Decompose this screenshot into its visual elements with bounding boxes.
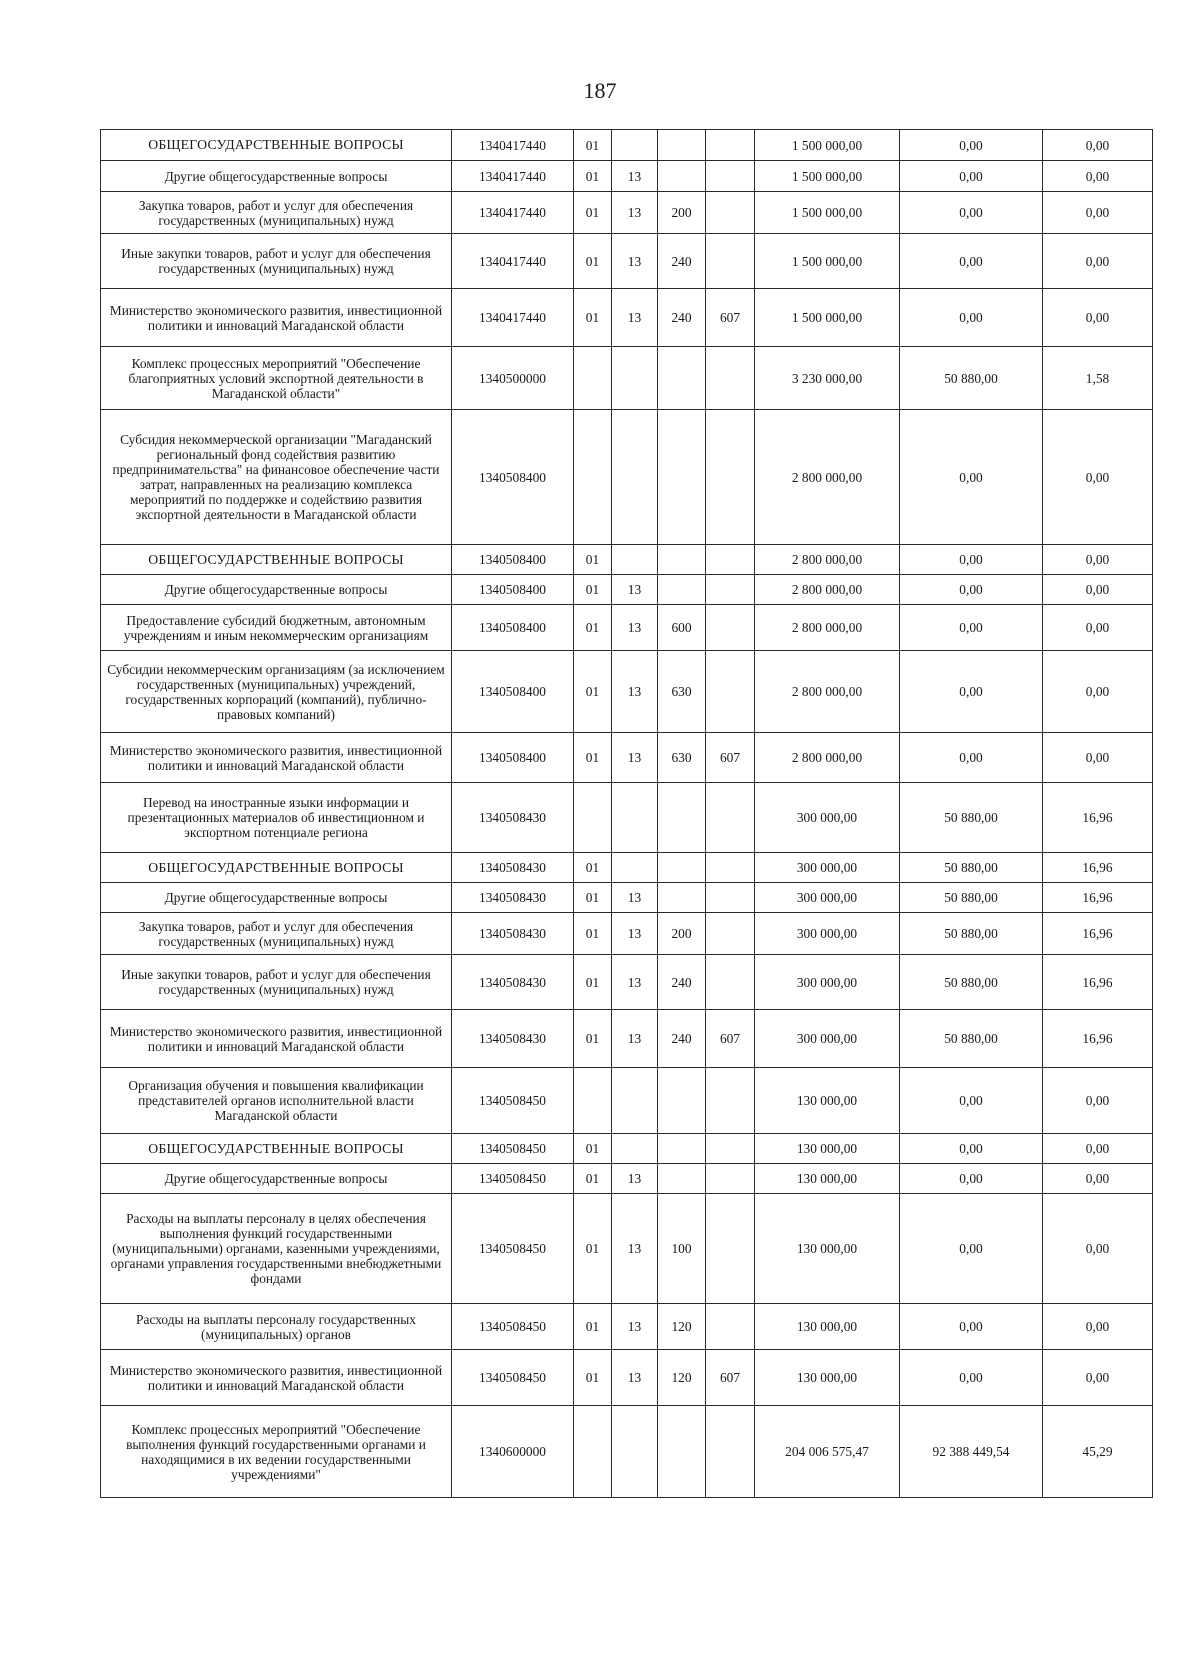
row-expense-type: 240 [658,234,706,289]
row-department [706,410,755,545]
row-percent: 16,96 [1043,913,1153,955]
row-subsection: 13 [612,1304,658,1350]
row-code: 1340417440 [452,289,574,347]
row-expense-type: 120 [658,1304,706,1350]
row-planned-amount: 300 000,00 [755,955,900,1010]
row-expense-type: 240 [658,955,706,1010]
row-code: 1340508400 [452,545,574,575]
table-row [101,853,1153,883]
row-section: 01 [574,130,612,161]
row-percent: 0,00 [1043,289,1153,347]
table-row [101,130,1153,161]
row-expense-type [658,347,706,410]
row-code: 1340508450 [452,1304,574,1350]
row-actual-amount: 0,00 [900,1164,1043,1194]
row-name: ОБЩЕГОСУДАРСТВЕННЫЕ ВОПРОСЫ [101,1134,452,1164]
table-row [101,347,1153,410]
row-percent: 16,96 [1043,853,1153,883]
row-actual-amount: 0,00 [900,733,1043,783]
row-code: 1340508430 [452,1010,574,1068]
row-code: 1340508430 [452,955,574,1010]
row-actual-amount: 50 880,00 [900,913,1043,955]
row-department [706,1406,755,1498]
row-department [706,130,755,161]
row-name: Комплекс процессных мероприятий "Обеспечение благоприятных условий экспортной деятельности в Магаданской области" [101,347,452,410]
row-code: 1340508450 [452,1164,574,1194]
row-actual-amount: 0,00 [900,1350,1043,1406]
row-actual-amount: 0,00 [900,130,1043,161]
table-row [101,545,1153,575]
row-actual-amount: 0,00 [900,575,1043,605]
row-expense-type [658,410,706,545]
table-row [101,605,1153,651]
row-subsection: 13 [612,605,658,651]
row-subsection: 13 [612,955,658,1010]
row-name: Другие общегосударственные вопросы [101,883,452,913]
row-subsection [612,545,658,575]
row-department: 607 [706,1350,755,1406]
row-code: 1340600000 [452,1406,574,1498]
row-subsection [612,783,658,853]
row-percent: 0,00 [1043,161,1153,192]
row-name: ОБЩЕГОСУДАРСТВЕННЫЕ ВОПРОСЫ [101,545,452,575]
row-code: 1340508400 [452,605,574,651]
row-name: Другие общегосударственные вопросы [101,161,452,192]
table-row [101,1350,1153,1406]
row-section: 01 [574,605,612,651]
table-row [101,192,1153,234]
row-name: Министерство экономического развития, инвестиционной политики и инноваций Магаданской области [101,1010,452,1068]
row-planned-amount: 300 000,00 [755,783,900,853]
row-name: Расходы на выплаты персоналу государственных (муниципальных) органов [101,1304,452,1350]
row-department [706,1134,755,1164]
row-name: Расходы на выплаты персоналу в целях обеспечения выполнения функций государственными (муниципальными) органами, казенными учреждениями, органами управления государственными внебюджетными фондами [101,1194,452,1304]
table-row [101,651,1153,733]
row-percent: 0,00 [1043,1134,1153,1164]
row-department [706,783,755,853]
row-code: 1340508430 [452,853,574,883]
row-section [574,347,612,410]
row-planned-amount: 1 500 000,00 [755,192,900,234]
row-planned-amount: 130 000,00 [755,1164,900,1194]
row-subsection: 13 [612,1194,658,1304]
row-department [706,1194,755,1304]
row-section: 01 [574,1194,612,1304]
row-expense-type [658,545,706,575]
row-code: 1340508450 [452,1350,574,1406]
row-planned-amount: 1 500 000,00 [755,130,900,161]
row-code: 1340508400 [452,575,574,605]
row-planned-amount: 2 800 000,00 [755,733,900,783]
row-subsection [612,1134,658,1164]
row-name: Перевод на иностранные языки информации и презентационных материалов об инвестиционном и экспортном потенциале региона [101,783,452,853]
row-percent: 0,00 [1043,545,1153,575]
row-planned-amount: 2 800 000,00 [755,410,900,545]
row-actual-amount: 0,00 [900,1304,1043,1350]
row-expense-type: 200 [658,913,706,955]
row-expense-type: 120 [658,1350,706,1406]
row-department [706,575,755,605]
row-department: 607 [706,289,755,347]
row-section [574,1406,612,1498]
row-subsection [612,1406,658,1498]
row-expense-type: 240 [658,1010,706,1068]
row-subsection [612,853,658,883]
row-percent: 0,00 [1043,651,1153,733]
row-subsection: 13 [612,1164,658,1194]
row-subsection [612,410,658,545]
row-code: 1340417440 [452,130,574,161]
row-expense-type [658,161,706,192]
row-subsection: 13 [612,575,658,605]
row-code: 1340508430 [452,913,574,955]
row-expense-type: 240 [658,289,706,347]
table-row [101,289,1153,347]
row-expense-type [658,883,706,913]
row-department [706,853,755,883]
row-expense-type [658,130,706,161]
row-code: 1340508450 [452,1194,574,1304]
table-row [101,161,1153,192]
row-actual-amount: 0,00 [900,192,1043,234]
row-section: 01 [574,575,612,605]
row-percent: 1,58 [1043,347,1153,410]
row-planned-amount: 2 800 000,00 [755,545,900,575]
row-name: ОБЩЕГОСУДАРСТВЕННЫЕ ВОПРОСЫ [101,130,452,161]
row-section [574,1068,612,1134]
row-actual-amount: 0,00 [900,161,1043,192]
row-percent: 0,00 [1043,1194,1153,1304]
row-planned-amount: 1 500 000,00 [755,289,900,347]
row-department [706,605,755,651]
row-percent: 0,00 [1043,1068,1153,1134]
row-actual-amount: 0,00 [900,1194,1043,1304]
row-actual-amount: 50 880,00 [900,853,1043,883]
row-expense-type [658,853,706,883]
row-actual-amount: 50 880,00 [900,955,1043,1010]
table-row [101,913,1153,955]
row-name: ОБЩЕГОСУДАРСТВЕННЫЕ ВОПРОСЫ [101,853,452,883]
row-planned-amount: 130 000,00 [755,1134,900,1164]
row-name: Иные закупки товаров, работ и услуг для обеспечения государственных (муниципальных) нужд [101,955,452,1010]
row-subsection: 13 [612,1350,658,1406]
table-row [101,234,1153,289]
row-section: 01 [574,545,612,575]
row-actual-amount: 50 880,00 [900,883,1043,913]
row-name: Субсидии некоммерческим организациям (за исключением государственных (муниципальных) учреждений, государственных корпораций (компаний), публично-правовых компаний) [101,651,452,733]
row-code: 1340508400 [452,651,574,733]
row-planned-amount: 300 000,00 [755,1010,900,1068]
table-row [101,1406,1153,1498]
row-name: Комплекс процессных мероприятий "Обеспечение выполнения функций государственными органами и находящимися в их ведении государственными учреждениями" [101,1406,452,1498]
row-department [706,1164,755,1194]
row-actual-amount: 0,00 [900,1068,1043,1134]
row-expense-type: 100 [658,1194,706,1304]
row-code: 1340508400 [452,733,574,783]
row-planned-amount: 130 000,00 [755,1350,900,1406]
row-code: 1340508450 [452,1068,574,1134]
row-planned-amount: 3 230 000,00 [755,347,900,410]
row-section [574,410,612,545]
row-actual-amount: 0,00 [900,410,1043,545]
table-row [101,1068,1153,1134]
table-row [101,1134,1153,1164]
row-code: 1340508400 [452,410,574,545]
row-name: Предоставление субсидий бюджетным, автономным учреждениям и иным некоммерческим организациям [101,605,452,651]
row-planned-amount: 2 800 000,00 [755,575,900,605]
table-row [101,733,1153,783]
row-subsection: 13 [612,192,658,234]
table-row [101,575,1153,605]
row-planned-amount: 2 800 000,00 [755,605,900,651]
row-section: 01 [574,651,612,733]
row-code: 1340417440 [452,234,574,289]
table-row [101,1304,1153,1350]
row-actual-amount: 0,00 [900,651,1043,733]
row-section: 01 [574,234,612,289]
page-number: 187 [583,78,617,103]
row-section: 01 [574,955,612,1010]
row-code: 1340500000 [452,347,574,410]
row-planned-amount: 2 800 000,00 [755,651,900,733]
row-planned-amount: 300 000,00 [755,853,900,883]
row-subsection [612,1068,658,1134]
row-expense-type: 600 [658,605,706,651]
row-section: 01 [574,853,612,883]
row-section: 01 [574,913,612,955]
row-subsection: 13 [612,733,658,783]
table-row [101,1010,1153,1068]
row-percent: 0,00 [1043,1350,1153,1406]
row-planned-amount: 130 000,00 [755,1194,900,1304]
row-name: Закупка товаров, работ и услуг для обеспечения государственных (муниципальных) нужд [101,192,452,234]
row-name: Министерство экономического развития, инвестиционной политики и инноваций Магаданской области [101,733,452,783]
row-actual-amount: 92 388 449,54 [900,1406,1043,1498]
row-percent: 16,96 [1043,883,1153,913]
row-percent: 0,00 [1043,575,1153,605]
row-percent: 45,29 [1043,1406,1153,1498]
row-planned-amount: 204 006 575,47 [755,1406,900,1498]
row-code: 1340417440 [452,161,574,192]
row-section: 01 [574,1134,612,1164]
row-expense-type: 630 [658,733,706,783]
row-department [706,1304,755,1350]
row-name: Субсидия некоммерческой организации "Магаданский региональный фонд содействия развитию предпринимательства" на финансовое обеспечение части затрат, направленных на реализацию комплекса мероприятий по поддержке и содействию развития экспортной деятельности в Магаданской области [101,410,452,545]
row-section: 01 [574,883,612,913]
row-code: 1340417440 [452,192,574,234]
row-actual-amount: 0,00 [900,1134,1043,1164]
row-section: 01 [574,1350,612,1406]
row-actual-amount: 0,00 [900,289,1043,347]
row-subsection: 13 [612,883,658,913]
row-department [706,545,755,575]
row-section: 01 [574,1164,612,1194]
row-department [706,955,755,1010]
row-subsection: 13 [612,651,658,733]
row-expense-type [658,1134,706,1164]
row-expense-type [658,575,706,605]
row-percent: 0,00 [1043,192,1153,234]
row-subsection: 13 [612,913,658,955]
row-expense-type [658,1068,706,1134]
row-subsection: 13 [612,161,658,192]
row-department: 607 [706,733,755,783]
row-percent: 16,96 [1043,955,1153,1010]
row-expense-type [658,783,706,853]
row-code: 1340508430 [452,783,574,853]
row-section: 01 [574,1010,612,1068]
row-department [706,192,755,234]
row-department [706,347,755,410]
row-actual-amount: 0,00 [900,234,1043,289]
row-department [706,651,755,733]
row-subsection [612,347,658,410]
row-section: 01 [574,733,612,783]
row-planned-amount: 300 000,00 [755,883,900,913]
row-expense-type: 200 [658,192,706,234]
row-actual-amount: 0,00 [900,545,1043,575]
budget-table [100,129,1153,1498]
row-department [706,161,755,192]
row-planned-amount: 130 000,00 [755,1068,900,1134]
row-planned-amount: 1 500 000,00 [755,234,900,289]
row-expense-type [658,1164,706,1194]
row-percent: 16,96 [1043,783,1153,853]
row-percent: 0,00 [1043,733,1153,783]
row-name: Закупка товаров, работ и услуг для обеспечения государственных (муниципальных) нужд [101,913,452,955]
row-name: Министерство экономического развития, инвестиционной политики и инноваций Магаданской области [101,1350,452,1406]
row-subsection [612,130,658,161]
row-code: 1340508430 [452,883,574,913]
row-department [706,234,755,289]
row-expense-type [658,1406,706,1498]
row-percent: 0,00 [1043,410,1153,545]
table-row [101,410,1153,545]
row-actual-amount: 50 880,00 [900,347,1043,410]
row-department [706,913,755,955]
row-subsection: 13 [612,234,658,289]
row-section: 01 [574,289,612,347]
row-planned-amount: 130 000,00 [755,1304,900,1350]
row-name: Организация обучения и повышения квалификации представителей органов исполнительной власти Магаданской области [101,1068,452,1134]
row-section [574,783,612,853]
row-section: 01 [574,161,612,192]
row-department [706,883,755,913]
row-name: Иные закупки товаров, работ и услуг для обеспечения государственных (муниципальных) нужд [101,234,452,289]
row-name: Министерство экономического развития, инвестиционной политики и инноваций Магаданской области [101,289,452,347]
budget-table-body [101,130,1153,1498]
row-code: 1340508450 [452,1134,574,1164]
row-percent: 0,00 [1043,234,1153,289]
row-percent: 16,96 [1043,1010,1153,1068]
row-percent: 0,00 [1043,130,1153,161]
row-section: 01 [574,1304,612,1350]
row-name: Другие общегосударственные вопросы [101,1164,452,1194]
table-row [101,1194,1153,1304]
table-row [101,783,1153,853]
table-row [101,955,1153,1010]
row-subsection: 13 [612,289,658,347]
row-actual-amount: 50 880,00 [900,783,1043,853]
row-department [706,1068,755,1134]
row-actual-amount: 50 880,00 [900,1010,1043,1068]
row-department: 607 [706,1010,755,1068]
row-name: Другие общегосударственные вопросы [101,575,452,605]
row-section: 01 [574,192,612,234]
row-percent: 0,00 [1043,605,1153,651]
row-percent: 0,00 [1043,1164,1153,1194]
table-row [101,883,1153,913]
table-row [101,1164,1153,1194]
row-subsection: 13 [612,1010,658,1068]
row-expense-type: 630 [658,651,706,733]
row-actual-amount: 0,00 [900,605,1043,651]
row-planned-amount: 300 000,00 [755,913,900,955]
row-percent: 0,00 [1043,1304,1153,1350]
row-planned-amount: 1 500 000,00 [755,161,900,192]
